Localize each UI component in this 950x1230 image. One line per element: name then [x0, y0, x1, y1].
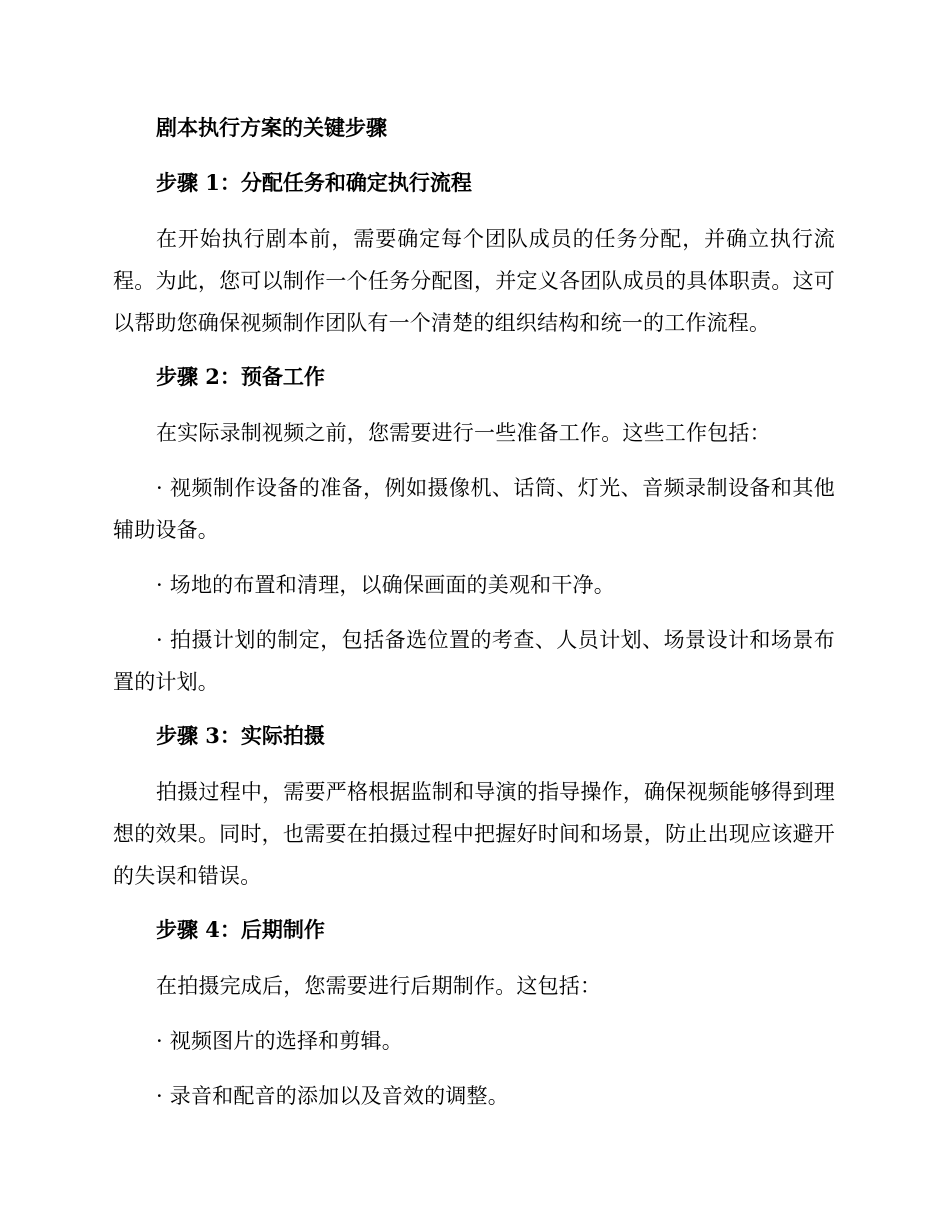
document-title: 剧本执行方案的关键步骤: [156, 115, 387, 140]
step-2-intro: 在实际录制视频之前，您需要进行一些准备工作。这些工作包括：: [156, 421, 771, 445]
step-2-heading: 步骤 2：预备工作: [156, 364, 325, 389]
step-2-bullet-plan: · 拍摄计划的制定，包括备选位置的考查、人员计划、场景设计和场景布置的计划。: [113, 628, 835, 694]
document-body: [113, 108, 835, 1130]
step-1-heading: 步骤 1：分配任务和确定执行流程: [156, 170, 472, 195]
step-2-bullet-equipment: · 视频制作设备的准备，例如摄像机、话筒、灯光、音频录制设备和其他辅助设备。: [113, 476, 835, 542]
step-2-bullet-venue: · 场地的布置和清理，以确保画面的美观和干净。: [156, 573, 615, 597]
step-3-paragraph: 拍摄过程中，需要严格根据监制和导演的指导操作，确保视频能够得到理想的效果。同时，也需要在拍摄过程中把握好时间和场景，防止出现应该避开的失误和错误。: [113, 780, 835, 888]
step-4-bullet-audio: · 录音和配音的添加以及音效的调整。: [156, 1084, 509, 1108]
step-4-intro: 在拍摄完成后，您需要进行后期制作。这包括：: [156, 974, 602, 998]
step-1-paragraph: 在开始执行剧本前，需要确定每个团队成员的任务分配，并确立执行流程。为此，您可以制作一个任务分配图，并定义各团队成员的具体职责。这可以帮助您确保视频制作团队有一个清楚的组织结构和统一的工作流程。: [113, 227, 835, 335]
step-4-bullet-editing: · 视频图片的选择和剪辑。: [156, 1029, 403, 1053]
step-3-heading: 步骤 3：实际拍摄: [156, 723, 325, 748]
step-4-heading: 步骤 4：后期制作: [156, 917, 325, 942]
